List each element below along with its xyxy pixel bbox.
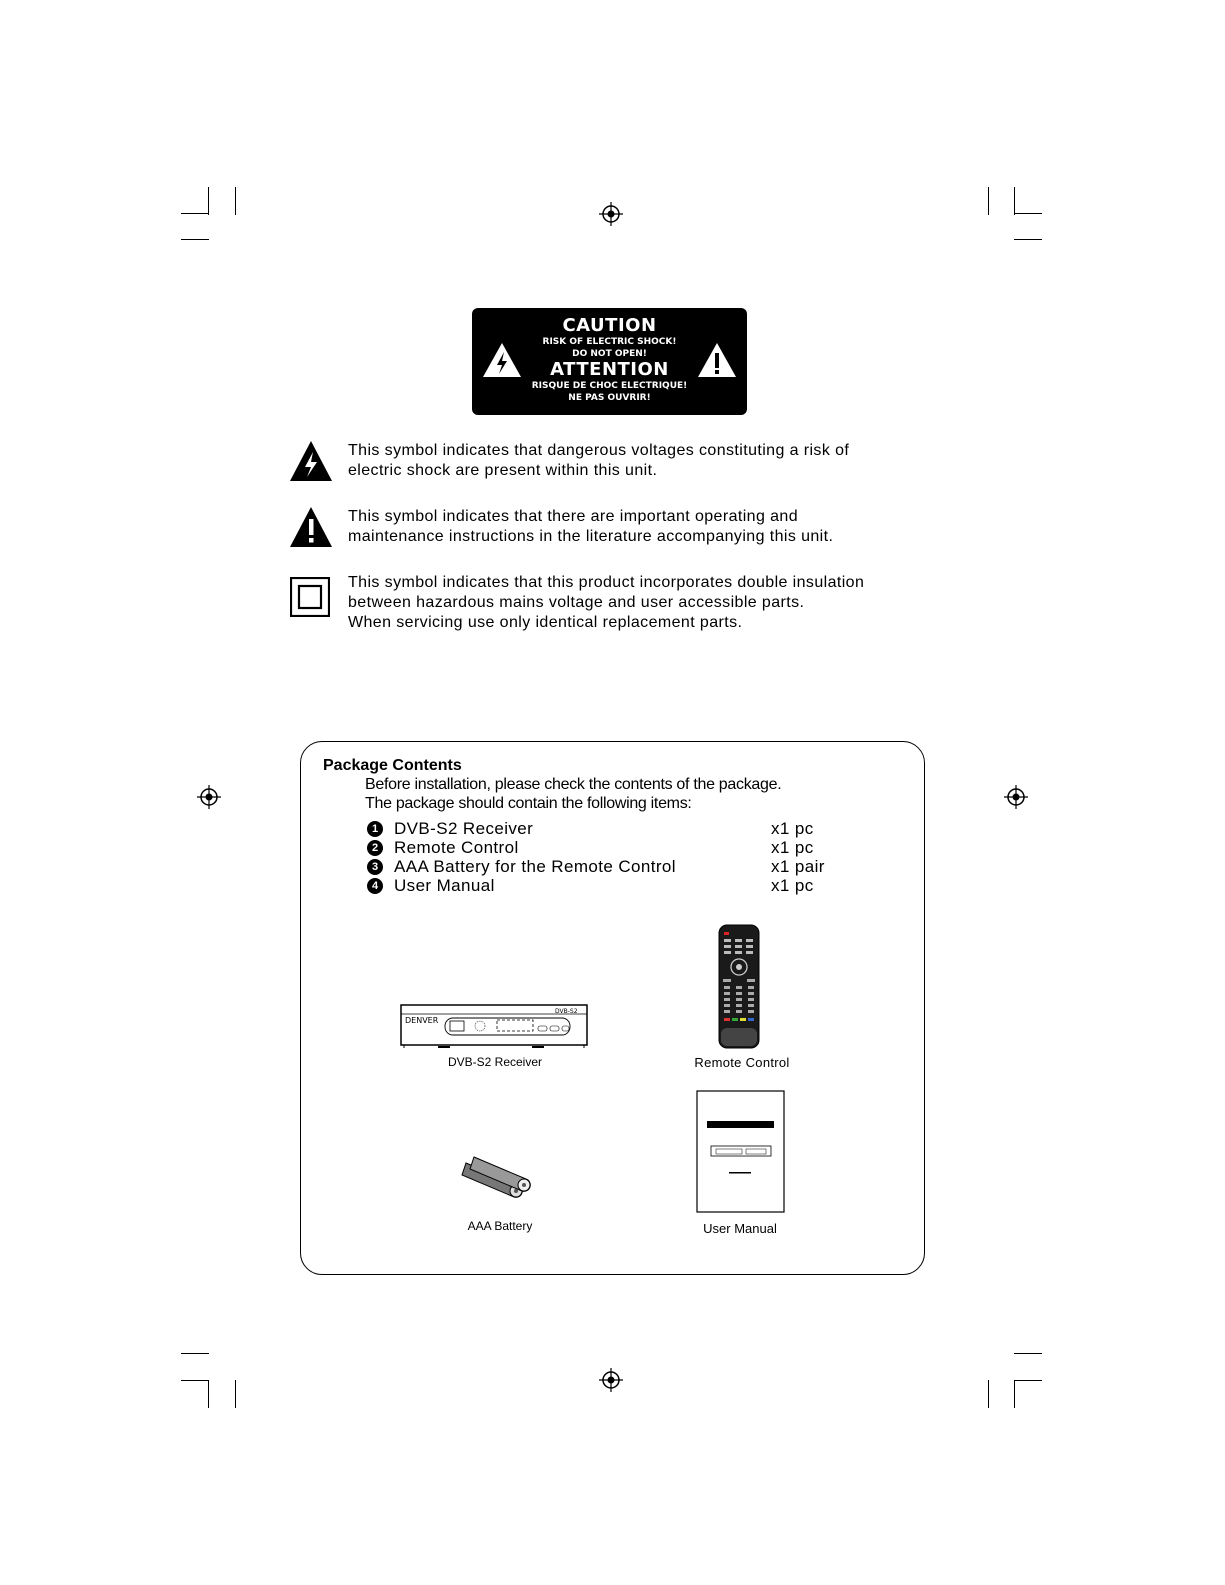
caution-line: DO NOT OPEN! — [572, 349, 647, 359]
battery-illustration — [460, 1155, 538, 1211]
symbol-row — [290, 441, 940, 485]
registration-mark-icon — [196, 784, 222, 810]
list-item — [366, 838, 836, 857]
crop-mark — [1014, 187, 1015, 215]
crop-mark — [181, 213, 209, 214]
list-item — [366, 857, 836, 876]
crop-mark — [235, 187, 236, 215]
list-item — [366, 819, 836, 838]
symbol-row — [290, 573, 940, 637]
crop-mark — [1014, 213, 1042, 214]
caption-receiver: DVB-S2 Receiver — [447, 1055, 543, 1069]
lightning-triangle-icon — [290, 441, 332, 481]
crop-mark — [235, 1380, 236, 1408]
crop-mark — [988, 187, 989, 215]
symbol-description: This symbol indicates that dangerous voltages constituting a risk of electric shock are present within this unit. — [348, 442, 850, 479]
item-number: 1 — [367, 821, 383, 837]
item-quantity: x1 pair — [771, 857, 825, 876]
item-name: DVB-S2 Receiver — [394, 819, 534, 838]
crop-mark — [181, 239, 209, 240]
package-item-list — [366, 819, 836, 895]
caution-label — [472, 308, 747, 415]
item-name: AAA Battery for the Remote Control — [394, 857, 676, 876]
receiver-brand: DENVER — [405, 1016, 439, 1025]
item-quantity: x1 pc — [771, 838, 814, 857]
caution-line: RISQUE DE CHOC ELECTRIQUE! — [531, 381, 688, 391]
receiver-model: DVB-S2 — [555, 1008, 578, 1015]
crop-mark — [1014, 239, 1042, 240]
crop-mark — [181, 1353, 209, 1354]
item-quantity: x1 pc — [771, 819, 814, 838]
package-intro: Before installation, please check the contents of the package. — [365, 776, 782, 793]
item-quantity: x1 pc — [771, 876, 814, 895]
caption-manual: User Manual — [703, 1221, 777, 1236]
symbol-description: This symbol indicates that this product incorporates double insulation between hazardous mains voltage and user accessible parts. When servicing use only identical replacement parts. — [348, 574, 865, 631]
receiver-illustration — [400, 1004, 590, 1052]
item-name: User Manual — [394, 876, 495, 895]
crop-mark — [208, 1380, 209, 1408]
caution-line: RISK OF ELECTRIC SHOCK! — [542, 337, 677, 347]
registration-mark-icon — [598, 1367, 624, 1393]
symbol-row — [290, 507, 940, 551]
remote-illustration — [718, 924, 762, 1050]
package-intro: The package should contain the following items: — [365, 795, 692, 812]
registration-mark-icon — [1003, 784, 1029, 810]
lightning-triangle-icon — [482, 342, 522, 378]
caption-remote: Remote Control — [694, 1055, 790, 1070]
crop-mark — [988, 1380, 989, 1408]
exclamation-triangle-icon — [290, 507, 332, 547]
item-name: Remote Control — [394, 838, 519, 857]
crop-mark — [1014, 1380, 1042, 1381]
crop-mark — [1014, 1380, 1015, 1408]
exclamation-triangle-icon — [697, 342, 737, 378]
crop-mark — [181, 1380, 209, 1381]
double-insulation-icon — [290, 577, 330, 617]
symbol-description: This symbol indicates that there are important operating and maintenance instructions in the literature accompanying this unit. — [348, 508, 834, 545]
caption-battery: AAA Battery — [467, 1219, 533, 1233]
item-number: 2 — [367, 840, 383, 856]
caution-title: CAUTION — [562, 315, 657, 336]
package-title: Package Contents — [323, 757, 462, 774]
item-number: 4 — [367, 878, 383, 894]
registration-mark-icon — [598, 201, 624, 227]
manual-illustration — [696, 1090, 786, 1214]
crop-mark — [208, 187, 209, 215]
caution-line: NE PAS OUVRIR! — [568, 393, 651, 403]
list-item — [366, 876, 836, 895]
attention-title: ATTENTION — [550, 359, 669, 380]
crop-mark — [1014, 1353, 1042, 1354]
item-number: 3 — [367, 859, 383, 875]
